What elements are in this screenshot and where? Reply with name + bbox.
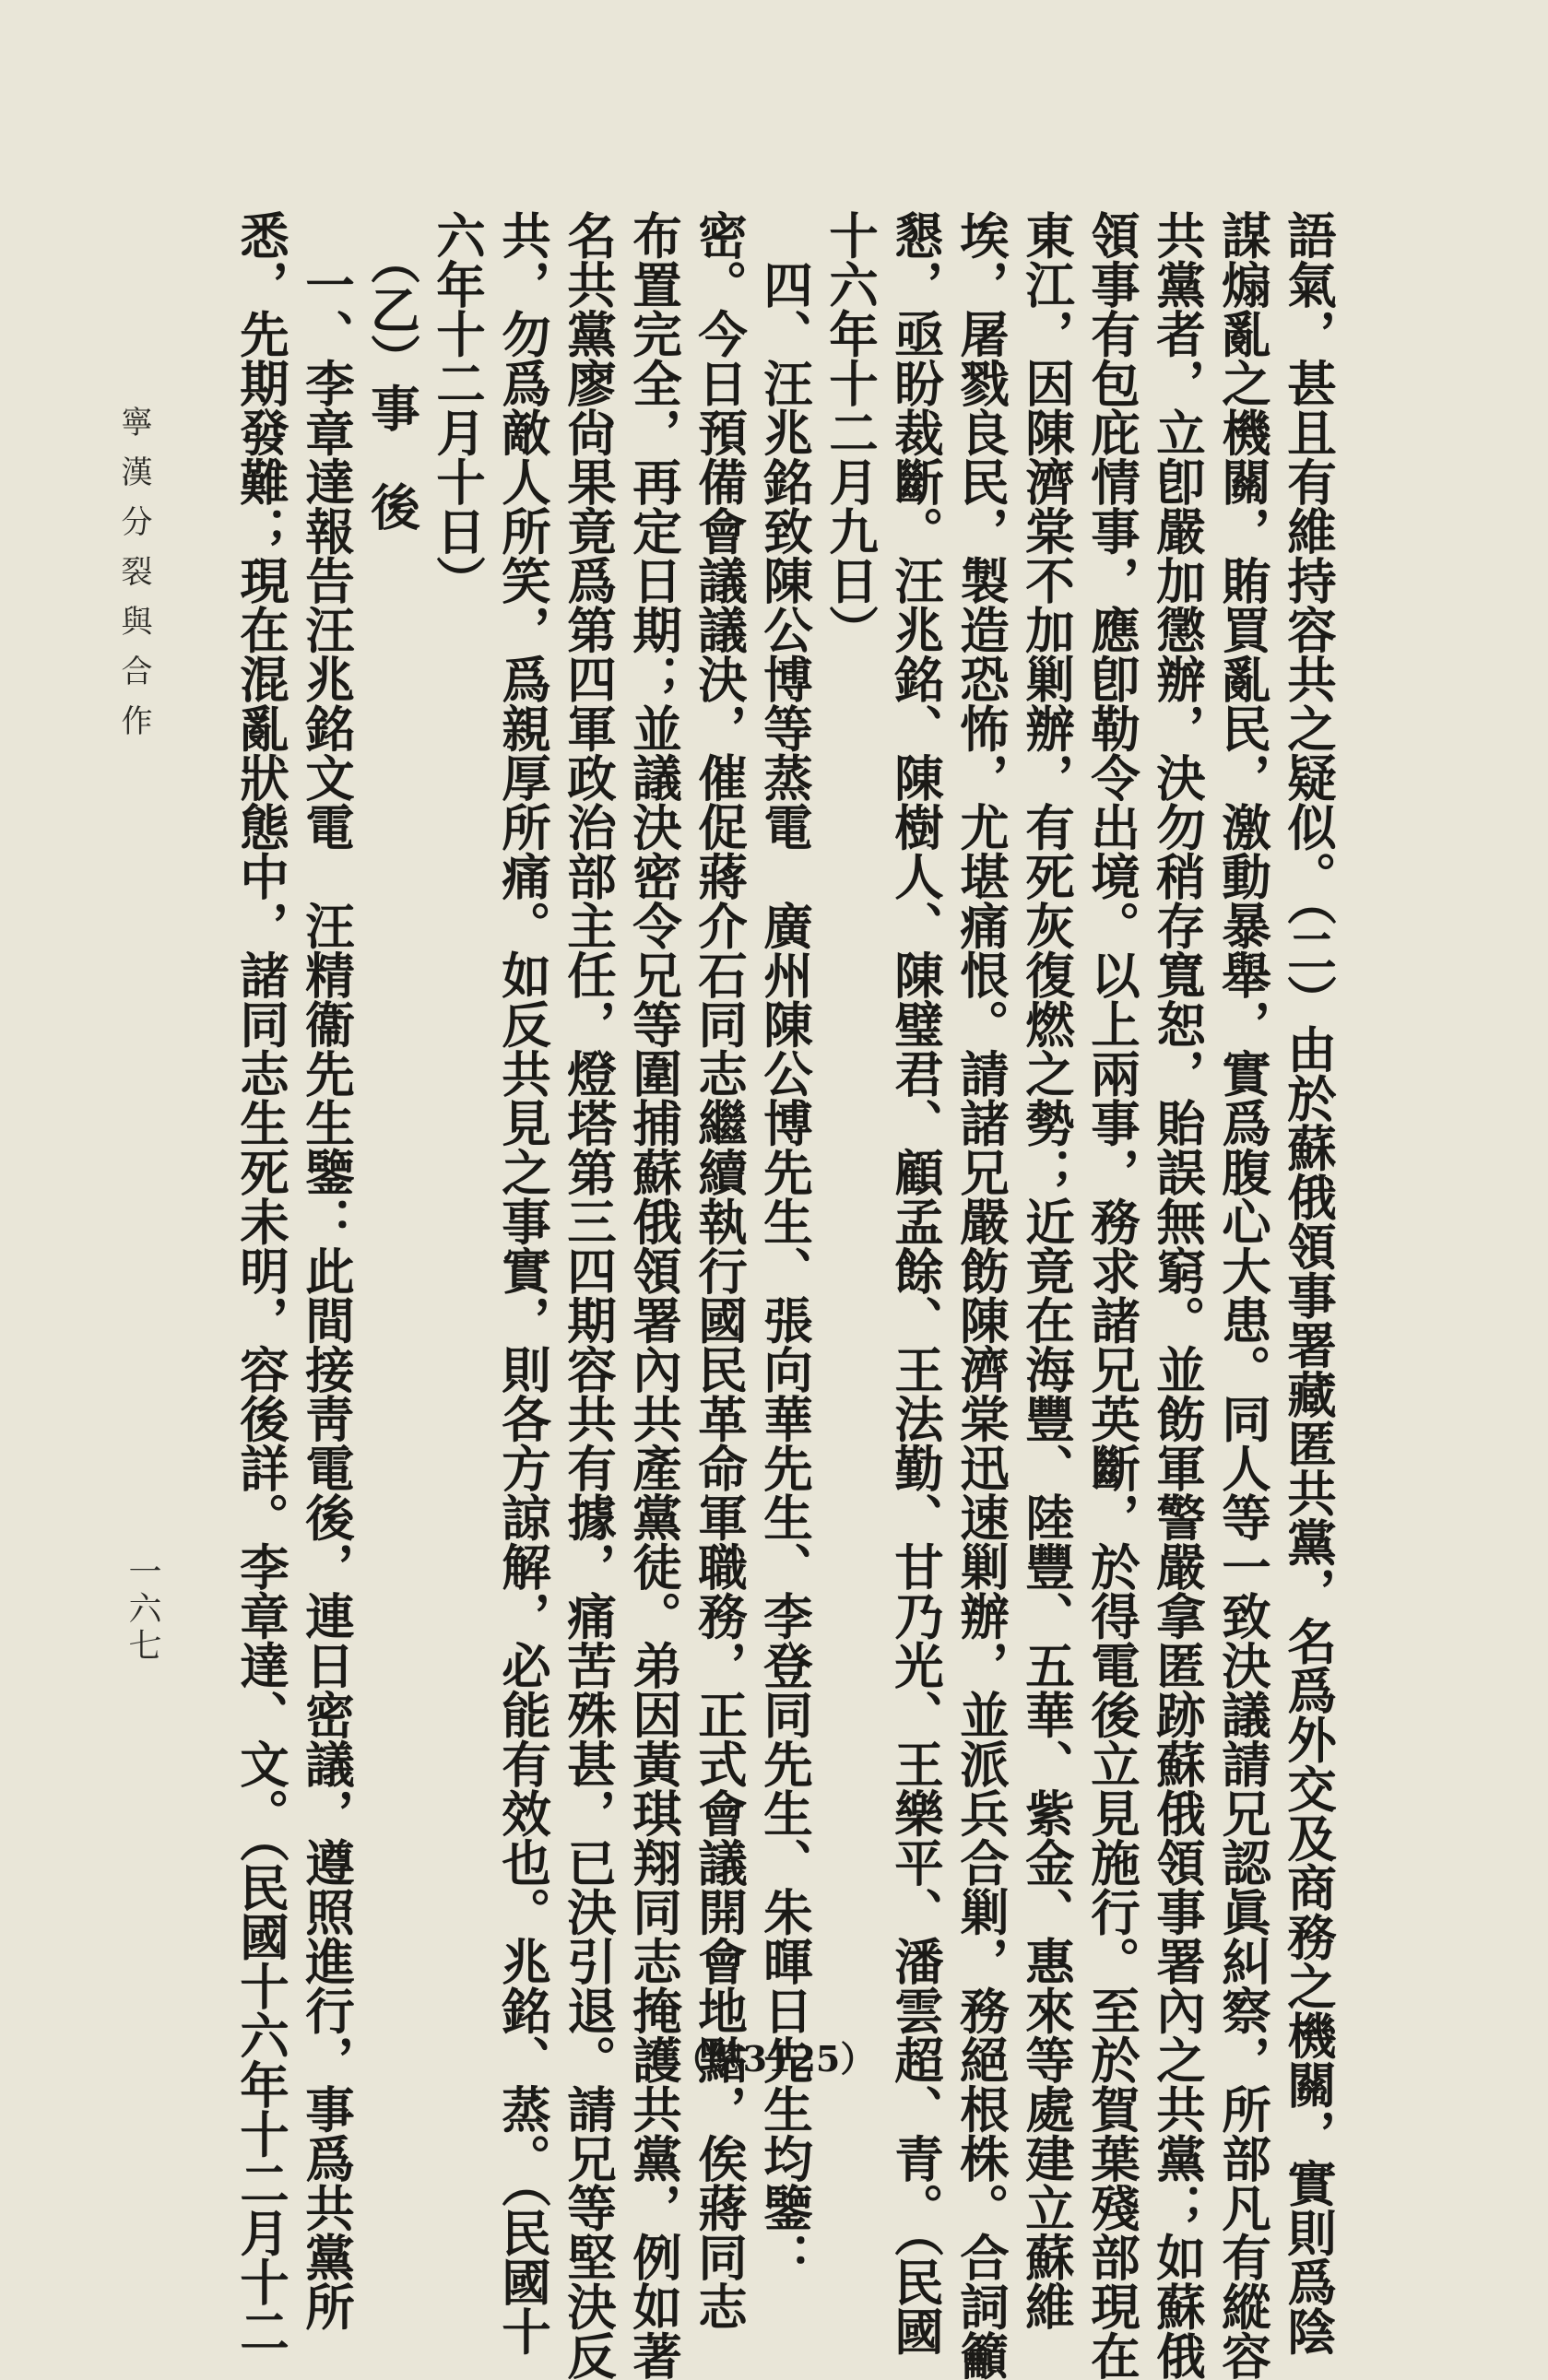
text-column: 語氣，甚且有維持容共之疑似。（二）由於蘇俄領事署藏匿共黨，名爲外交及商務之機關，實則爲陰 [1279, 210, 1338, 2356]
text-column: 東江，因陳濟棠不加剿辦，有死灰復燃之勢；近竟在海豐、陸豐、五華、紫金、惠來等處建立蘇維 [1017, 210, 1076, 2331]
text-column: 悉，先期發難；現在混亂狀態中，諸同志生死未明，容後詳。李章達、文。（民國十六年十二月十二 [231, 210, 290, 2356]
text-column: 領事有包庇情事，應卽勒令出境。以上兩事，務求諸兄英斷，於得電後立見施行。至於賀葉殘部現在 [1082, 210, 1141, 2380]
section-heading-column: 四、汪兆銘致陳公博等蒸電 廣州陳公博先生、張向華先生、李登同先生、朱暉日先生均鑒： [755, 210, 814, 2281]
text-column: 十六年十二月九日） [821, 210, 880, 654]
text-column: 布置完全，再定日期；並議決密令兄等圍捕蘇俄領署內共產黨徒。弟因黃琪翔同志掩護共黨，例如著 [624, 210, 683, 2380]
text-column: 六年十二月十日） [428, 210, 487, 605]
text-column: 謀煽亂之機關，賄買亂民，激動暴舉，實爲腹心大患。同人等一致決議請兄認眞糾察，所部凡有縱容 [1213, 210, 1272, 2380]
text-column: 名共黨廖尙果竟爲第四軍政治部主任，燈塔第三四期容共有據，痛苦殊甚，已決引退。請兄等堅決反 [559, 210, 618, 2380]
section-heading-column: 一、李章達報告汪兆銘文電 汪精衞先生鑒：此間接靑電後，連日密議，遵照進行，事爲共黨所 [297, 210, 356, 2331]
page-number: 一六七 [124, 1554, 161, 1665]
text-column: 埃，屠戮良民，製造恐怖，尤堪痛恨。請諸兄嚴飭陳濟棠迅速剿辦，並派兵合剿，務絕根株。合詞籲 [951, 210, 1010, 2380]
text-column: 共黨者，立卽嚴加懲辦，決勿稍存寬恕，貽誤無窮。並飭軍警嚴拿匿跡蘇俄領事署內之共黨；如蘇俄 [1148, 210, 1207, 2380]
text-column: 共，勿爲敵人所笑，爲親厚所痛。如反共見之事實，則各方諒解，必能有效也。兆銘、蒸。（民國十 [493, 210, 552, 2356]
running-title: 寧漢分裂與合作 [115, 406, 152, 754]
text-column: 懇，亟盼裁斷。汪兆銘、陳樹人、陳璧君、顧孟餘、王法勤、甘乃光、王樂平、潘雲超、青。（民國 [886, 210, 945, 2356]
text-column: 密。今日預備會議議決，催促蔣介石同志繼續執行國民革命軍職務，正式會議開會地點，俟蔣同志 [690, 210, 749, 2331]
section-heading-column: （乙）事 後 [362, 210, 421, 531]
total-page-number: （總3125） [672, 2038, 876, 2080]
